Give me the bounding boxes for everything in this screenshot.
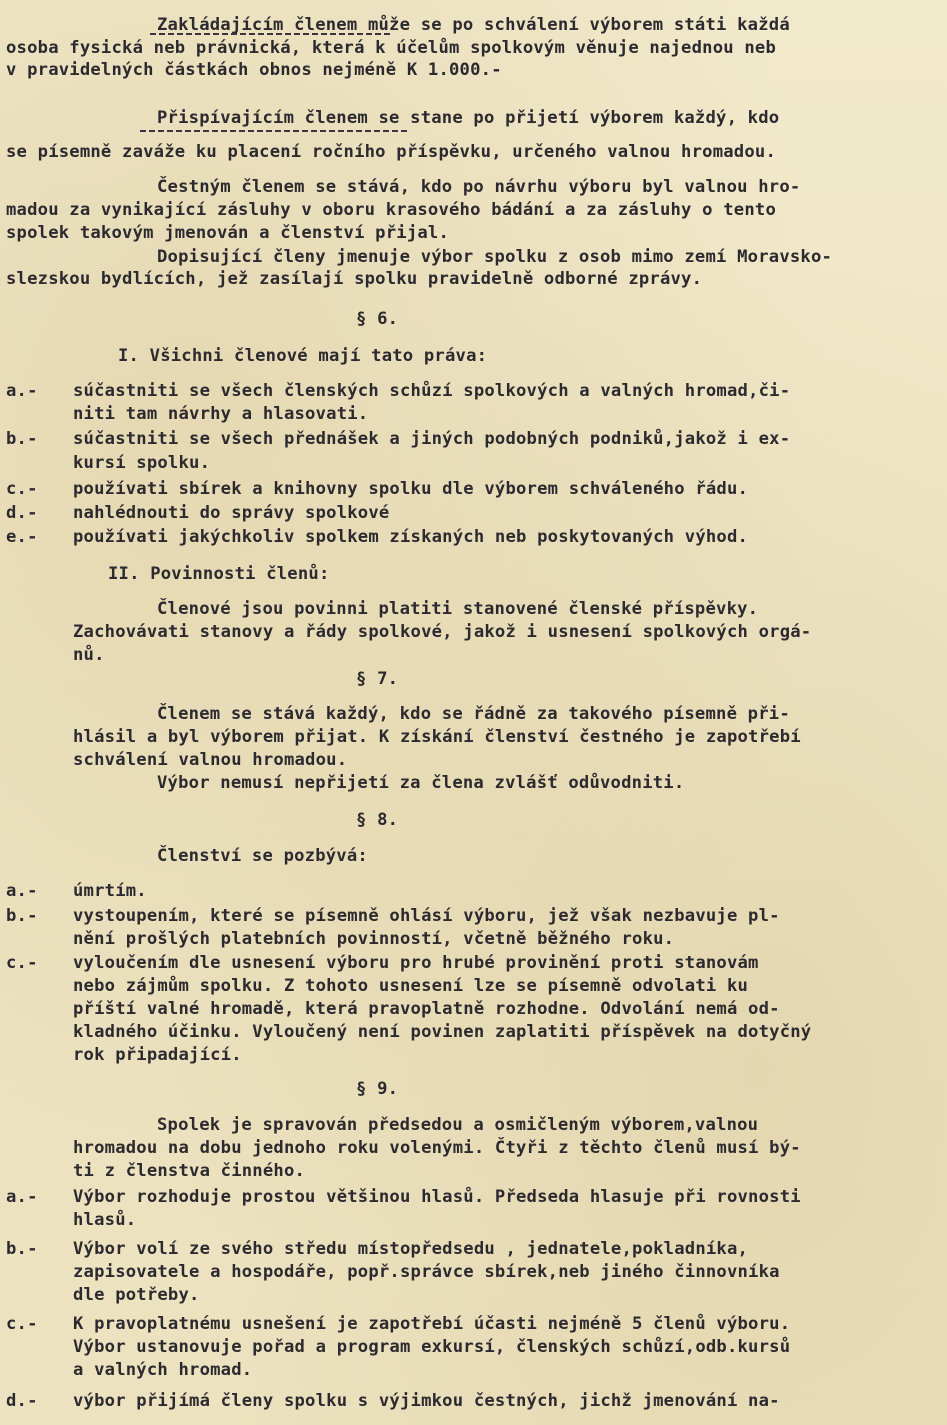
list-label: a.-: [6, 1187, 38, 1207]
list-item-line: Výbor ustanovuje pořad a program exkursí, členských schůzí,odb.kursů: [73, 1337, 791, 1357]
list-item-line: vyloučením dle usnesení výboru pro hrubé provinění proti stanovám: [73, 953, 759, 973]
list-item-line: nahlédnouti do správy spolkové: [73, 503, 390, 523]
section-7-heading: § 7.: [356, 669, 399, 689]
list-item-line: dle potřeby.: [73, 1285, 200, 1305]
list-item-line: zapisovatele a hospodáře, popř.správce sbírek,neb jiného činnovníka: [73, 1262, 780, 1282]
section-9-intro: hromadou na dobu jednoho roku volenými. Čtyři z těchto členů musí bý-: [73, 1138, 801, 1158]
dashed-underline: [150, 31, 400, 37]
list-label: a.-: [6, 881, 38, 901]
intro-line: v pravidelných částkách obnos nejméně K 1.000.-: [6, 60, 502, 80]
list-item-line: používati sbírek a knihovny spolku dle výborem schváleného řádu.: [73, 479, 749, 499]
list-item-line: Výbor volí ze svého středu místopředsedu , jednatele,pokladníka,: [73, 1239, 749, 1259]
list-item-line: kursí spolku.: [73, 453, 211, 473]
list-item-line: kladného účinku. Vyloučený není povinen zaplatiti příspěvek na dotyčný: [73, 1022, 812, 1042]
list-label: b.-: [6, 906, 38, 926]
duties-title: II. Povinnosti členů:: [108, 564, 330, 584]
list-item-line: a valných hromad.: [73, 1360, 253, 1380]
list-item-line: příští valné hromadě, která pravoplatně rozhodne. Odvolání nemá od-: [73, 999, 780, 1019]
section-7-line: Výbor nemusí nepřijetí za člena zvlášť odůvodniti.: [157, 773, 685, 793]
intro-line: Čestným členem se stává, kdo po návrhu výboru byl valnou hro-: [157, 177, 801, 197]
list-item-line: Výbor rozhoduje prostou většinou hlasů. Předseda hlasuje při rovnosti: [73, 1187, 801, 1207]
section-8-intro: Členství se pozbývá:: [157, 846, 368, 866]
list-item-line: súčastniti se všech členských schůzí spolkových a valných hromad,či-: [73, 381, 791, 401]
intro-line: slezskou bydlících, jež zasílají spolku pravidelně odborné zprávy.: [6, 269, 703, 289]
section-7-line: schválení valnou hromadou.: [73, 750, 348, 770]
duties-line: nů.: [73, 645, 105, 665]
list-label: d.-: [6, 503, 38, 523]
list-item-line: úmrtím.: [73, 881, 147, 901]
duties-line: Zachovávati stanovy a řády spolkové, jakož i usnesení spolkových orgá-: [73, 622, 812, 642]
intro-line: Přispívajícím členem se stane po přijetí výborem každý, kdo: [157, 108, 780, 128]
section-9-intro: ti z členstva činného.: [73, 1161, 306, 1181]
list-label: b.-: [6, 1239, 38, 1259]
list-item-line: niti tam návrhy a hlasovati.: [73, 404, 369, 424]
section-9-intro: Spolek je spravován předsedou a osmičleným výborem,valnou: [157, 1115, 759, 1135]
list-item-line: nebo zájmům spolku. Z tohoto usnesení lze se písemně odvolati ku: [73, 976, 749, 996]
section-9-heading: § 9.: [356, 1079, 399, 1099]
list-label: a.-: [6, 381, 38, 401]
list-label: e.-: [6, 527, 38, 547]
dashed-underline: [140, 128, 430, 134]
intro-line: osoba fysická neb právnická, která k účelům spolkovým věnuje najednou neb: [6, 38, 776, 58]
intro-line: Zakládajícím členem může se po schválení výborem státi každá: [157, 15, 790, 35]
intro-line: madou za vynikající zásluhy v oboru krasového bádání a za zásluhy o tento: [6, 200, 776, 220]
section-6-heading: § 6.: [356, 309, 399, 329]
intro-line: se písemně zaváže ku placení ročního příspěvku, určeného valnou hromadou.: [6, 142, 776, 162]
section-7-line: hlásil a byl výborem přijat. K získání členství čestného je zapotřebí: [73, 727, 801, 747]
list-item-line: používati jakýchkoliv spolkem získaných neb poskytovaných výhod.: [73, 527, 749, 547]
list-label: c.-: [6, 953, 38, 973]
section-8-heading: § 8.: [356, 810, 399, 830]
list-item-line: nění prošlých platebních povinností, včetně běžného roku.: [73, 929, 675, 949]
rights-title: I. Všichni členové mají tato práva:: [118, 346, 488, 366]
list-label: c.-: [6, 1314, 38, 1334]
intro-line: Dopisující členy jmenuje výbor spolku z osob mimo zemí Moravsko-: [157, 247, 833, 267]
list-item-line: výbor přijímá členy spolku s výjimkou čestných, jichž jmenování na-: [73, 1391, 780, 1411]
intro-line: spolek takovým jmenován a členství přijal.: [6, 223, 450, 243]
list-label: c.-: [6, 479, 38, 499]
list-label: b.-: [6, 429, 38, 449]
section-7-line: Členem se stává každý, kdo se řádně za takového písemně při-: [157, 704, 790, 724]
list-item-line: K pravoplatnému usnešení je zapotřebí účasti nejméně 5 členů výboru.: [73, 1314, 791, 1334]
list-label: d.-: [6, 1391, 38, 1411]
list-item-line: vystoupením, které se písemně ohlásí výboru, jež však nezbavuje pl-: [73, 906, 780, 926]
list-item-line: rok připadající.: [73, 1045, 242, 1065]
list-item-line: súčastniti se všech přednášek a jiných podobných podniků,jakož i ex-: [73, 429, 791, 449]
list-item-line: hlasů.: [73, 1210, 137, 1230]
duties-line: Členové jsou povinni platiti stanovené členské příspěvky.: [157, 599, 759, 619]
